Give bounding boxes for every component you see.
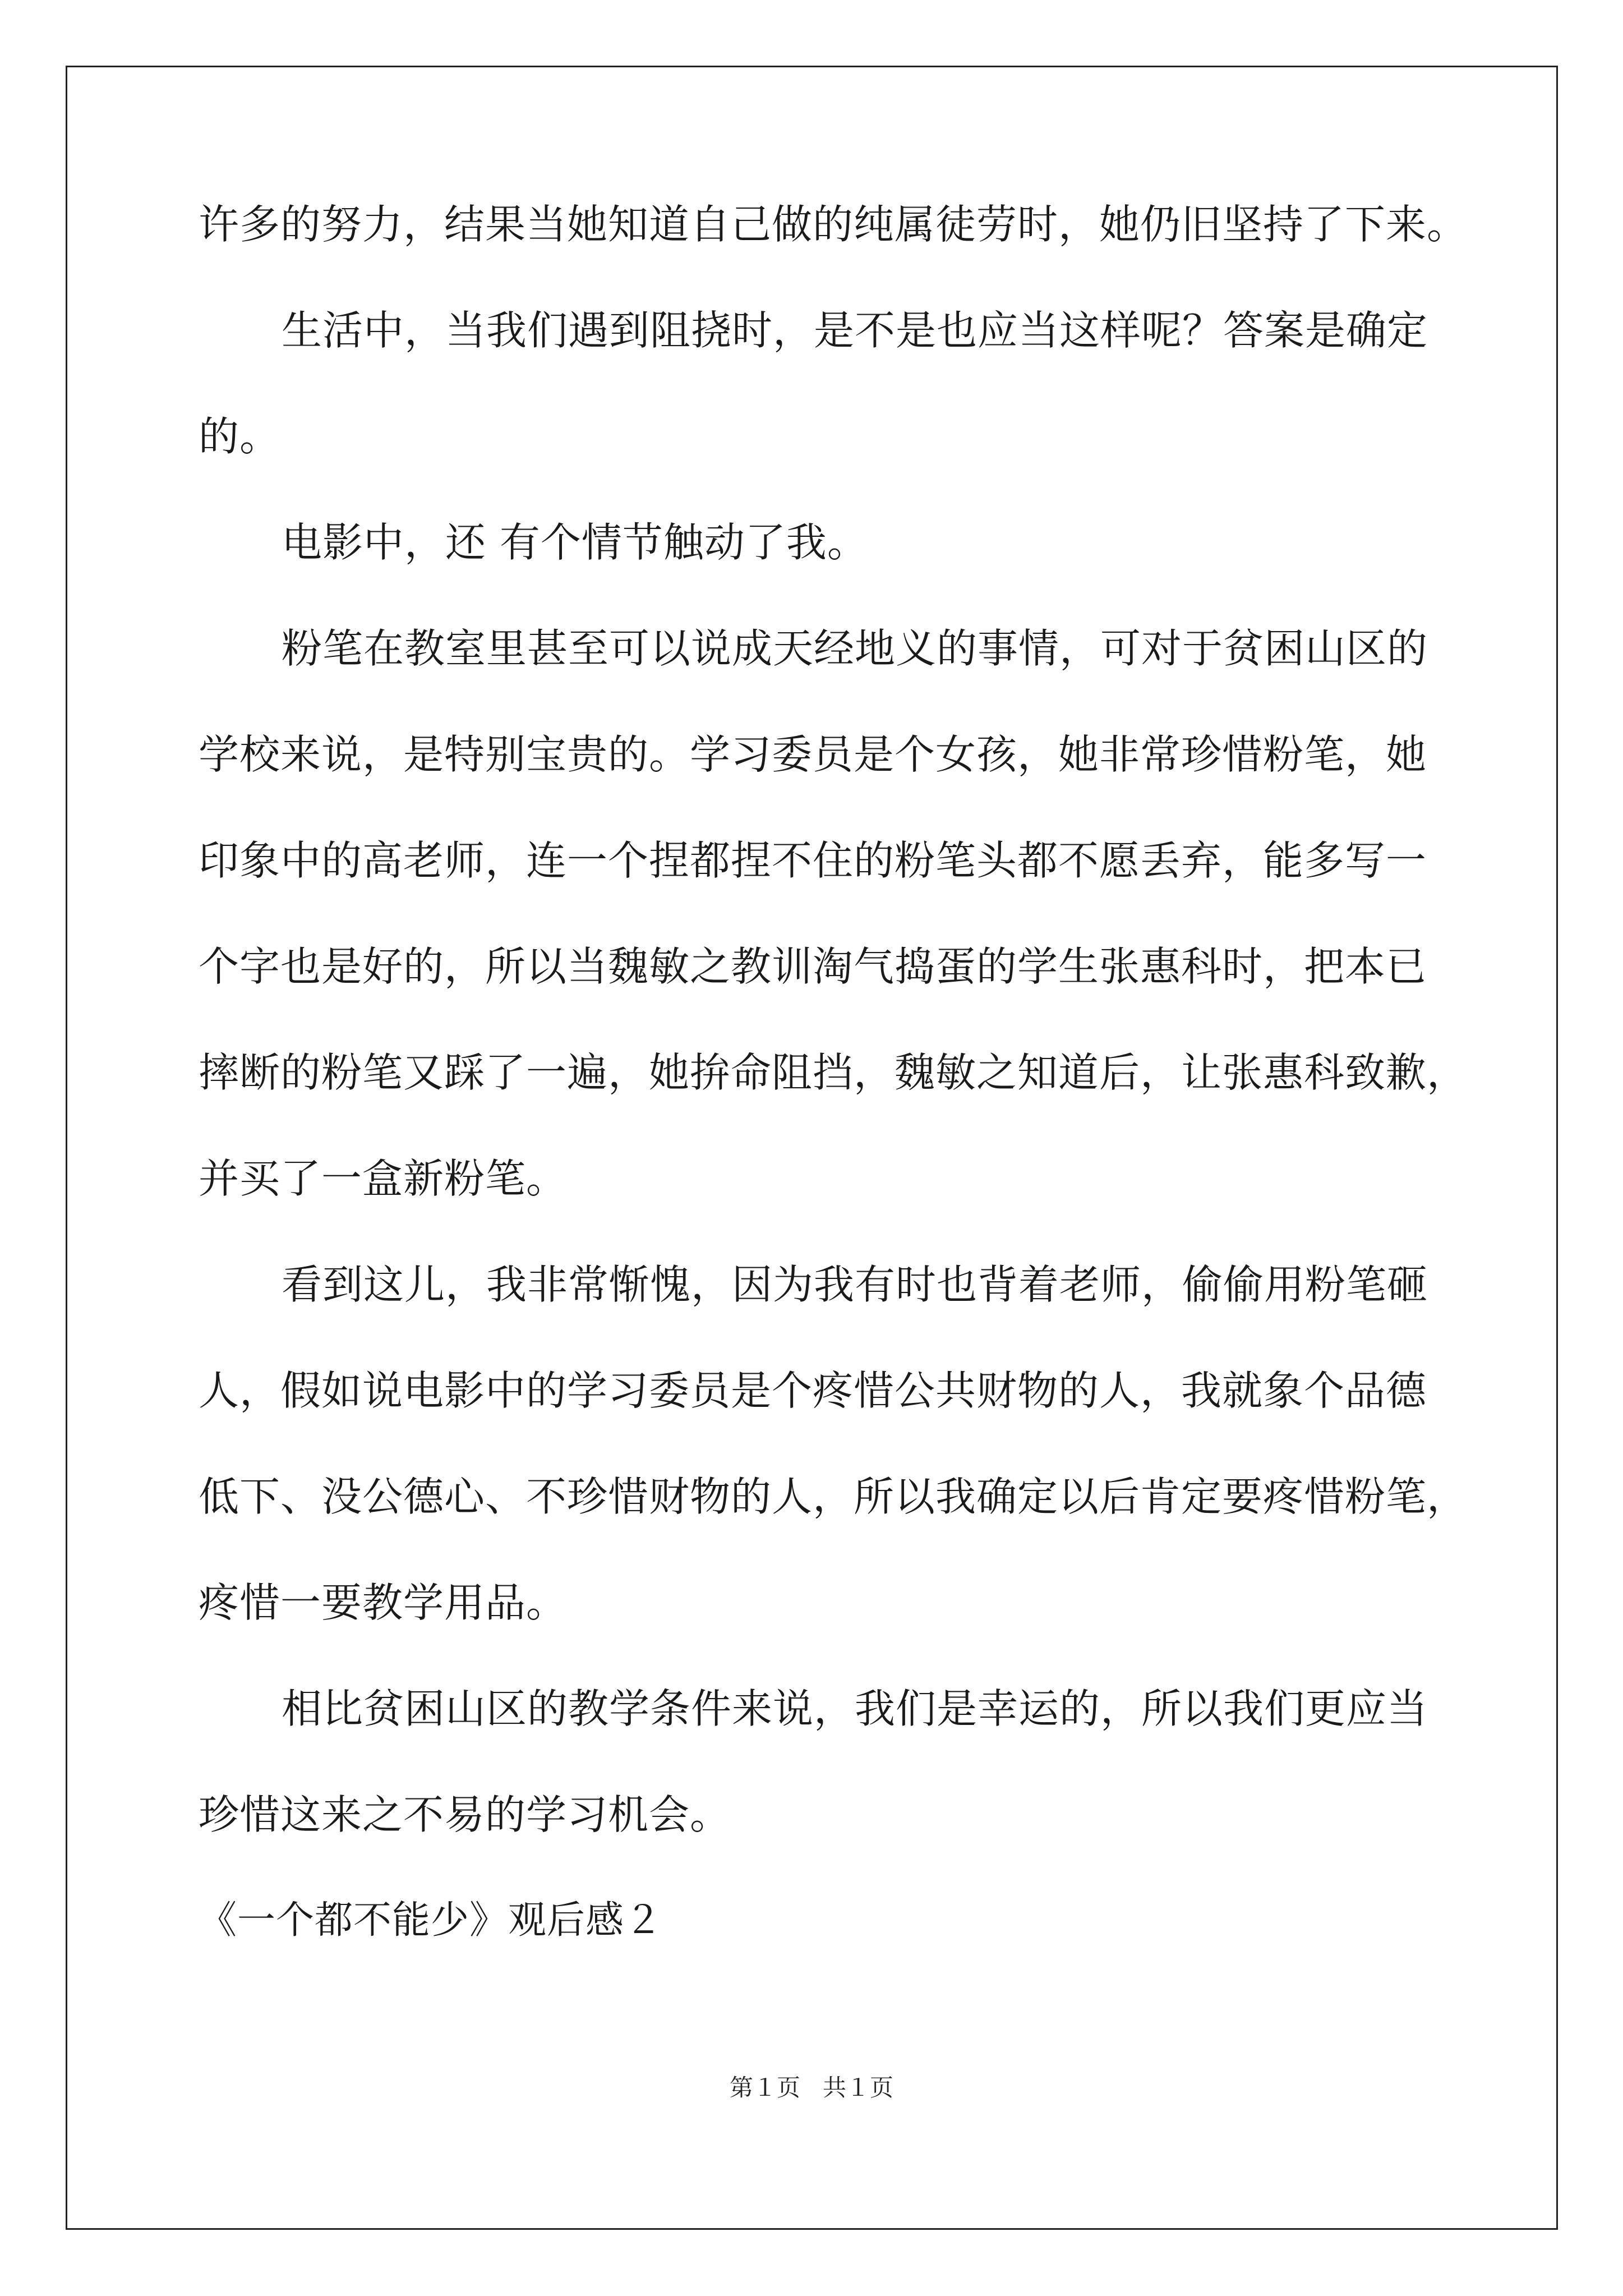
text-line: 的。 (199, 413, 281, 460)
paragraph-line: 粉笔在教室里甚至可以说成天经地义的事情，可对于贫困山区的 (282, 625, 1428, 672)
page-total: 共１页 (823, 2074, 894, 2101)
text-line: 疼惜一要教学用品。 (199, 1579, 568, 1626)
text-line: 低下、没公德心、不珍惜财物的人，所以我确定以后肯定要疼惜粉笔， (199, 1473, 1468, 1520)
text-line: 个字也是好的，所以当魏敏之教训淘气捣蛋的学生张惠科时，把本已 (199, 943, 1427, 990)
paragraph-line: 相比贫困山区的教学条件来说，我们是幸运的，所以我们更应当 (282, 1685, 1428, 1732)
text-line: 摔断的粉笔又踩了一遍，她拚命阻挡，魏敏之知道后，让张惠科致歉， (199, 1049, 1468, 1096)
page-footer (0, 2071, 1623, 2105)
text-line: 珍惜这来之不易的学习机会。 (199, 1791, 731, 1838)
text-line: 学校来说，是特别宝贵的。学习委员是个女孩，她非常珍惜粉笔，她 (199, 731, 1427, 778)
section-heading: 《一个都不能少》观后感２ (199, 1898, 663, 1943)
text-line: 印象中的高老师，连一个捏都捏不住的粉笔头都不愿丢弃，能多写一 (199, 837, 1427, 884)
text-line: 许多的努力，结果当她知道自己做的纯属徒劳时，她仍旧坚持了下来。 (199, 201, 1468, 248)
page-number: 第１页 (729, 2074, 800, 2101)
text-line: 并买了一盒新粉笔。 (199, 1155, 568, 1202)
paragraph-line: 电影中，还 有个情节触动了我。 (282, 519, 868, 566)
paragraph-line: 看到这儿，我非常惭愧，因为我有时也背着老师，偷偷用粉笔砸 (282, 1261, 1428, 1308)
paragraph-line: 生活中，当我们遇到阻挠时，是不是也应当这样呢？答案是确定 (282, 307, 1428, 354)
text-line: 人，假如说电影中的学习委员是个疼惜公共财物的人，我就象个品德 (199, 1367, 1427, 1414)
